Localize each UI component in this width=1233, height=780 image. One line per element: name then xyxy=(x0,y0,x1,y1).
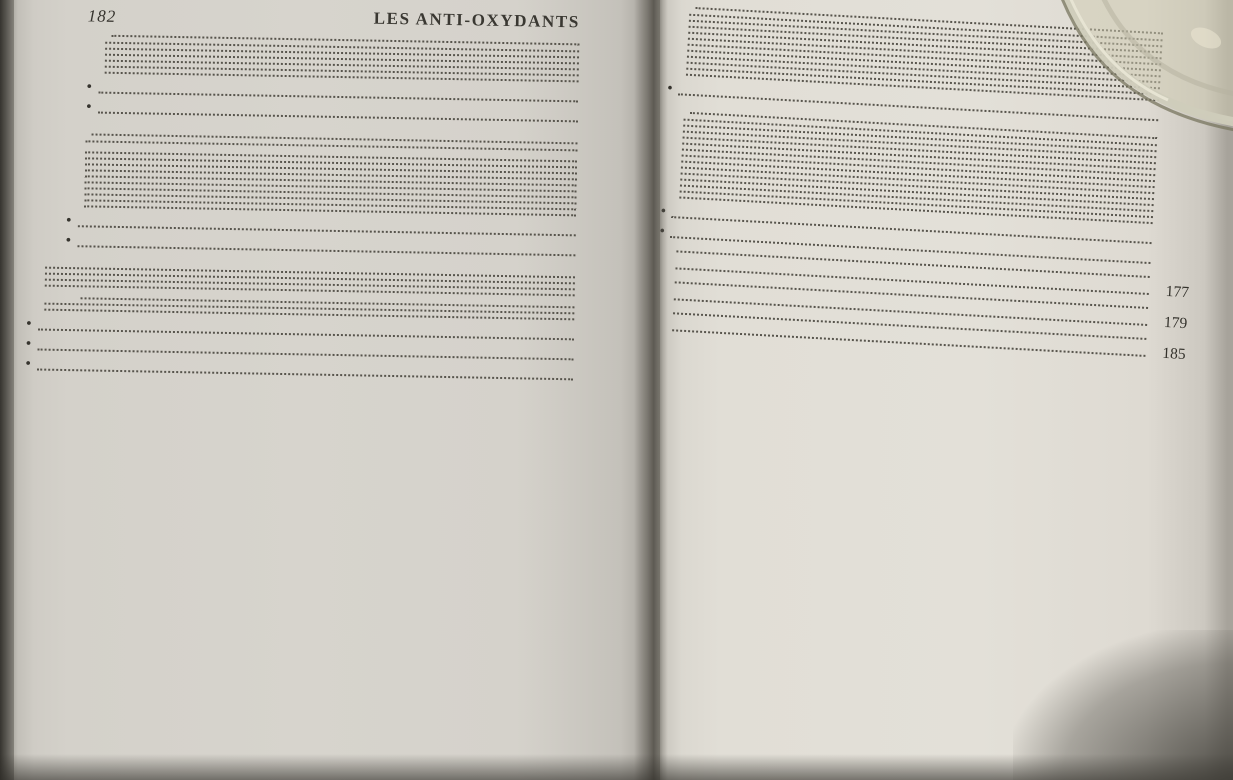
page-ref xyxy=(1162,125,1198,127)
dot-leader xyxy=(98,112,578,123)
left-toc xyxy=(1,33,637,385)
running-title: LES ANTI-OXYDANTS xyxy=(373,8,581,32)
page-ref xyxy=(1154,268,1190,270)
toc-entry-label xyxy=(26,334,32,354)
right-toc xyxy=(666,6,1205,363)
left-page xyxy=(8,0,660,780)
page-corner-shadow xyxy=(1013,630,1233,780)
toc-entry-label xyxy=(65,231,71,251)
page-ref xyxy=(579,260,615,261)
right-page-content xyxy=(642,0,1211,363)
page-ref xyxy=(582,126,618,127)
page-ref: 185 xyxy=(1161,344,1187,364)
toc-section xyxy=(679,6,1205,127)
folio-page-number: 182 xyxy=(87,6,117,26)
toc-section xyxy=(671,111,1199,270)
toc-section xyxy=(3,132,635,262)
page-ref: 177 xyxy=(1165,282,1190,302)
toc-entry-label xyxy=(26,314,32,334)
dot-leader xyxy=(37,368,573,380)
toc-entry-label xyxy=(86,97,92,117)
page-ref: 179 xyxy=(1163,313,1188,333)
toc-section xyxy=(1,266,633,386)
toc-entry-label xyxy=(86,77,92,97)
dot-leader xyxy=(77,245,575,256)
page-stack-edge xyxy=(0,0,14,780)
page-gutter-shadow xyxy=(634,0,668,780)
toc-entry-label xyxy=(66,211,72,231)
toc-section xyxy=(666,250,1192,363)
page-ref xyxy=(581,155,617,156)
toc-entry-label xyxy=(25,354,31,374)
page-ref xyxy=(577,384,613,385)
toc-section xyxy=(6,33,637,128)
